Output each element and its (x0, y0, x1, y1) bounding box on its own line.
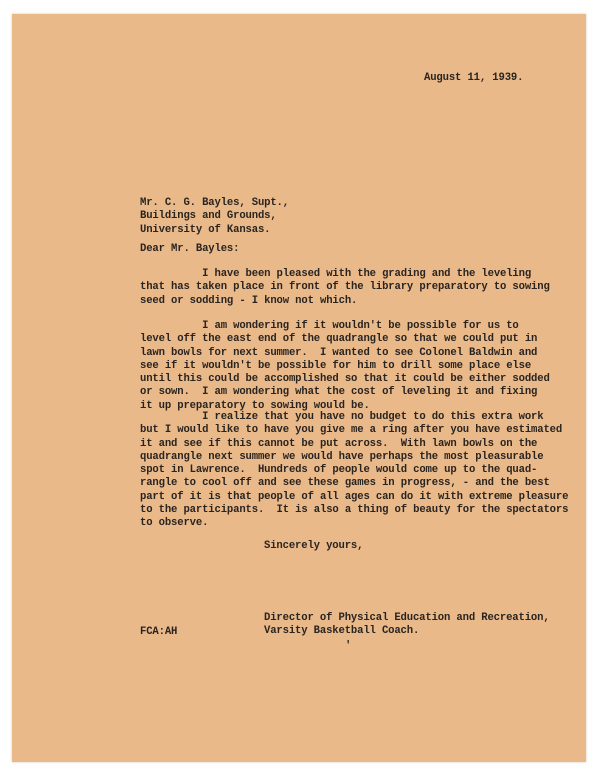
closing: Sincerely yours, (264, 540, 364, 552)
paragraph-3 (140, 411, 568, 531)
signature-line: Varsity Basketball Coach. (264, 625, 420, 638)
letter-page (12, 14, 586, 762)
salutation: Dear Mr. Bayles: (140, 243, 240, 255)
text-line: seed or sodding - I know not which. (140, 294, 358, 307)
text-line: I realize that you have no budget to do this extra work (140, 411, 544, 423)
text-line: spot in Lawrence. Hundreds of people would come up to the quad- (140, 464, 538, 477)
recipient-address (140, 197, 289, 237)
signature-block (264, 612, 550, 639)
text-line: quadrangle next summer we would have perhaps the most pleasurable (140, 450, 544, 463)
signature-line: Director of Physical Education and Recreation, (264, 612, 550, 624)
recipient-line: University of Kansas. (140, 223, 271, 236)
text-line: I have been pleased with the grading and the leveling (140, 268, 532, 280)
paragraph-1 (140, 268, 550, 308)
text-line: part of it is that people of all ages can do it with extreme pleasure (140, 490, 569, 503)
text-line: or sown. I am wondering what the cost of leveling it and fixing (140, 386, 538, 399)
text-line: it up preparatory to sowing would be. (140, 399, 370, 412)
letter-date: August 11, 1939. (424, 72, 524, 84)
text-line: that has taken place in front of the library preparatory to sowing (140, 281, 550, 294)
typist-initials: FCA:AH (140, 626, 178, 638)
recipient-line: Mr. C. G. Bayles, Supt., (140, 197, 289, 209)
paragraph-2 (140, 320, 550, 413)
text-line: rangle to cool off and see these games in progress, - and the best (140, 477, 550, 490)
text-line: until this could be accomplished so that it could be either sodded (140, 373, 550, 386)
text-line: to observe. (140, 517, 209, 530)
stray-mark: ' (345, 640, 352, 652)
text-line: lawn bowls for next summer. I wanted to see Colonel Baldwin and (140, 346, 538, 359)
text-line: to the participants. It is also a thing of beauty for the spectators (140, 504, 569, 517)
text-line: it and see if this cannot be put across. With lawn bowls on the (140, 437, 538, 450)
text-line: but I would like to have you give me a ring after you have estimated (140, 424, 563, 437)
text-line: I am wondering if it wouldn't be possible for us to (140, 320, 519, 332)
recipient-line: Buildings and Grounds, (140, 210, 277, 223)
text-line: level off the east end of the quadrangle so that we could put in (140, 333, 538, 346)
text-line: see if it wouldn't be possible for him to drill some place else (140, 359, 532, 372)
